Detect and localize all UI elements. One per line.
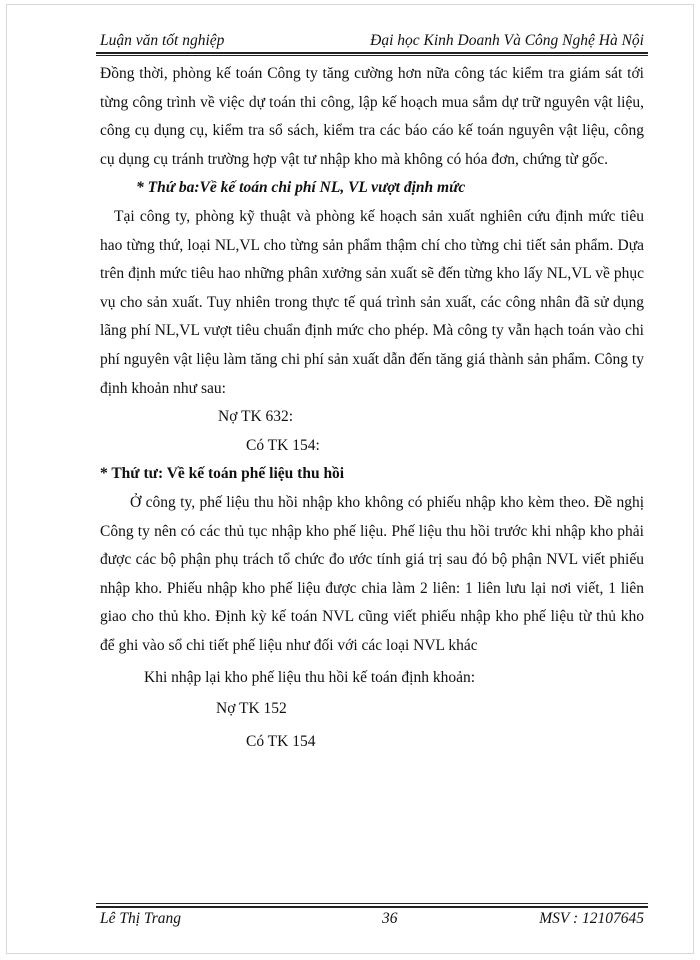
page-number: 36	[382, 910, 398, 927]
paragraph-2: Tại công ty, phòng kỹ thuật và phòng kế hoạch sản xuất nghiên cứu định mức tiêu hao từng thứ, loại NL,VL cho từng sản phẩm thậm chí cho từng chi tiết sản phẩm. Dựa trên định mức tiêu hao những phân xưởng sản xuất sẽ đến từng kho lấy NL,VL về phục vụ cho sản xuất. Tuy nhiên trong thực tế quá trình sản xuất, các công nhân đã sử dụng lãng phí NL,VL vượt tiêu chuẩn định mức cho phép. Mà công ty vẫn hạch toán vào chi phí nguyên vật liệu làm tăng chi phí sản xuất dẫn đến tăng giá thành sản phẩm. Công ty định khoản như sau:	[100, 207, 644, 397]
paragraph-3: Ở công ty, phế liệu thu hồi nhập kho không có phiếu nhập kho kèm theo. Đề nghị Công ty nên có các thủ tục nhập kho phế liệu. Phế liệu thu hồi trước khi nhập kho phải được các bộ phận phụ trách tổ chức đo ước tính giá trị sau đó bộ phận NVL viết phiếu nhập kho. Phiếu nhập kho phế liệu được chia làm 2 liên: 1 liên lưu lại nơi viết, 1 liên giao cho thủ kho. Định kỳ kế toán NVL cũng viết phiếu nhập kho phế liệu từ thủ kho để ghi vào sổ chi tiết phế liệu như đối với các loại NVL khác	[100, 493, 644, 654]
section-heading-4: * Thứ tư: Về kế toán phế liệu thu hồi	[100, 465, 345, 483]
header-rule	[96, 52, 648, 54]
header-rule-thin	[96, 55, 648, 56]
entry2-debit: Nợ TK 152	[216, 700, 287, 718]
paragraph-1: Đồng thời, phòng kế toán Công ty tăng cường hơn nữa công tác kiểm tra giám sát tới từng công trình về việc dự toán thi công, lập kế hoạch mua sắm dự trữ nguyên vật liệu, công cụ dụng cụ, kiểm tra sổ sách, kiểm tra các báo cáo kế toán nguyên vật liệu, công cụ dụng cụ tránh trường hợp vật tư nhập kho mà không có hóa đơn, chứng từ gốc.	[100, 65, 644, 168]
page-footer	[100, 910, 644, 932]
entry2-credit: Có TK 154	[246, 732, 316, 750]
page-header	[100, 30, 644, 54]
paragraph-4: Khi nhập lại kho phế liệu thu hồi kế toán định khoản:	[144, 669, 476, 687]
footer-rule	[96, 906, 648, 908]
entry1-credit: Có TK 154:	[246, 436, 320, 454]
footer-rule-thin	[96, 903, 648, 904]
footer-author: Lê Thị Trang	[100, 910, 181, 927]
header-right: Đại học Kinh Doanh Và Công Nghệ Hà Nội	[370, 32, 644, 49]
footer-msv: MSV : 12107645	[539, 910, 644, 927]
page-body	[100, 60, 644, 756]
entry1-debit: Nợ TK 632:	[218, 408, 294, 426]
header-left: Luận văn tốt nghiệp	[100, 32, 225, 49]
section-heading-3: * Thứ ba:Về kế toán chi phí NL, VL vượt định mức	[136, 179, 466, 197]
